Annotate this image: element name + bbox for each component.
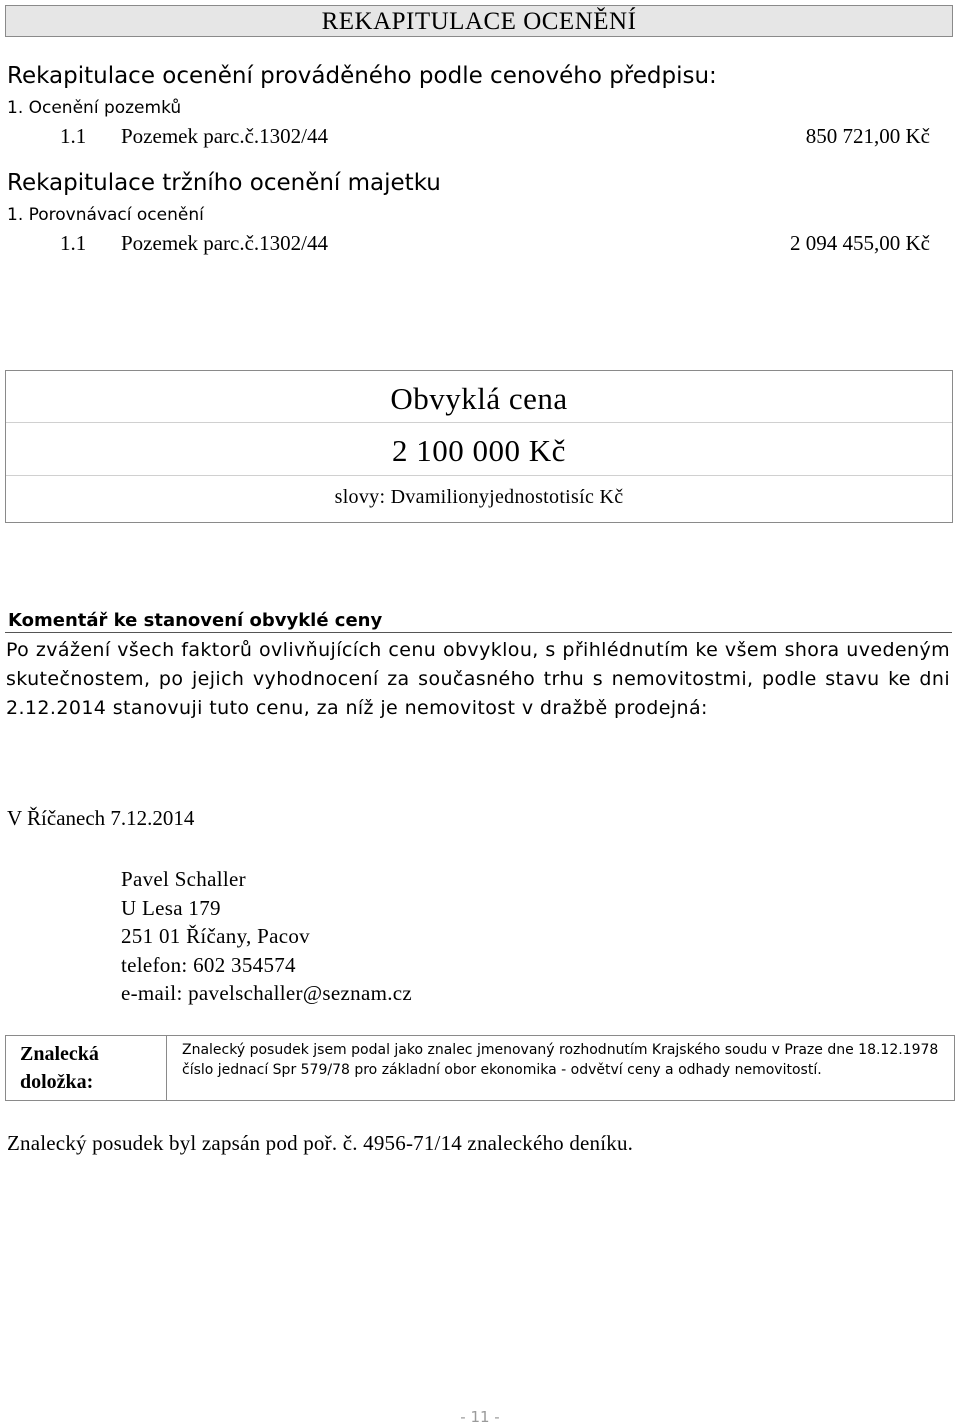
market-valuation-item-number: 1.1 — [60, 231, 87, 255]
title-banner — [5, 5, 953, 37]
place-date: V Říčanech 7.12.2014 — [7, 806, 195, 830]
expert-clause-box — [5, 1035, 955, 1101]
price-regulation-item-label: Pozemek parc.č.1302/44 — [121, 124, 329, 148]
signature-email: e-mail: pavelschaller@seznam.cz — [121, 981, 412, 1005]
market-valuation-item-label: Pozemek parc.č.1302/44 — [121, 231, 329, 255]
expert-clause-text: Znalecký posudek jsem podal jako znalec jmenovaný rozhodnutím Krajského soudu v Praze dne 18.12.1978 číslo jednací Spr 579/78 pro základní obor ekonomika - odvětví ceny a odhady nemovitostí. — [182, 1042, 939, 1078]
usual-price-value: 2 100 000 Kč — [392, 433, 566, 468]
comment-divider — [5, 632, 952, 633]
usual-price-words: slovy: Dvamilionyjednostotisíc Kč — [334, 486, 624, 508]
registry-note: Znalecký posudek byl zapsán pod poř. č. 4956-71/14 znaleckého deníku. — [7, 1131, 634, 1155]
market-valuation-heading: Rekapitulace tržního ocenění majetku — [7, 170, 441, 196]
page-number: - 11 - — [460, 1408, 500, 1426]
market-valuation-item-amount: 2 094 455,00 Kč — [790, 231, 930, 255]
usual-price-label: Obvyklá cena — [390, 381, 568, 416]
comment-line: 2.12.2014 stanovuji tuto cenu, za níž je nemovitost v dražbě prodejná: — [6, 697, 708, 719]
comment-heading: Komentář ke stanovení obvyklé ceny — [8, 610, 383, 631]
price-regulation-item-amount: 850 721,00 Kč — [805, 124, 930, 148]
signature-name: Pavel Schaller — [121, 867, 246, 891]
expert-clause-label — [20, 1040, 150, 1096]
price-box-divider — [6, 422, 952, 423]
comment-line: skutečnostem, po jejich vyhodnocení za současného trhu s nemovitostmi, podle stavu ke dni — [6, 668, 950, 690]
expert-clause-label-cell — [6, 1036, 167, 1100]
usual-price-box — [5, 370, 953, 523]
price-regulation-item-number: 1.1 — [60, 124, 87, 148]
expert-clause-label-line: doložka: — [20, 1071, 94, 1093]
price-regulation-heading: Rekapitulace ocenění prováděného podle cenového předpisu: — [7, 63, 717, 89]
signature-city: 251 01 Říčany, Pacov — [121, 924, 310, 948]
signature-street: U Lesa 179 — [121, 896, 221, 920]
price-regulation-subheading: 1. Ocenění pozemků — [7, 98, 182, 118]
comment-text — [6, 636, 950, 723]
expert-clause-label-line: Znalecká — [20, 1043, 99, 1065]
comment-line: Po zvážení všech faktorů ovlivňujících cenu obvyklou, s přihlédnutím ke všem shora uvedeným — [6, 639, 950, 661]
market-valuation-subheading: 1. Porovnávací ocenění — [7, 205, 204, 225]
signature-phone: telefon: 602 354574 — [121, 953, 296, 977]
price-box-divider — [6, 475, 952, 476]
page-title: REKAPITULACE OCENĚNÍ — [321, 8, 637, 35]
